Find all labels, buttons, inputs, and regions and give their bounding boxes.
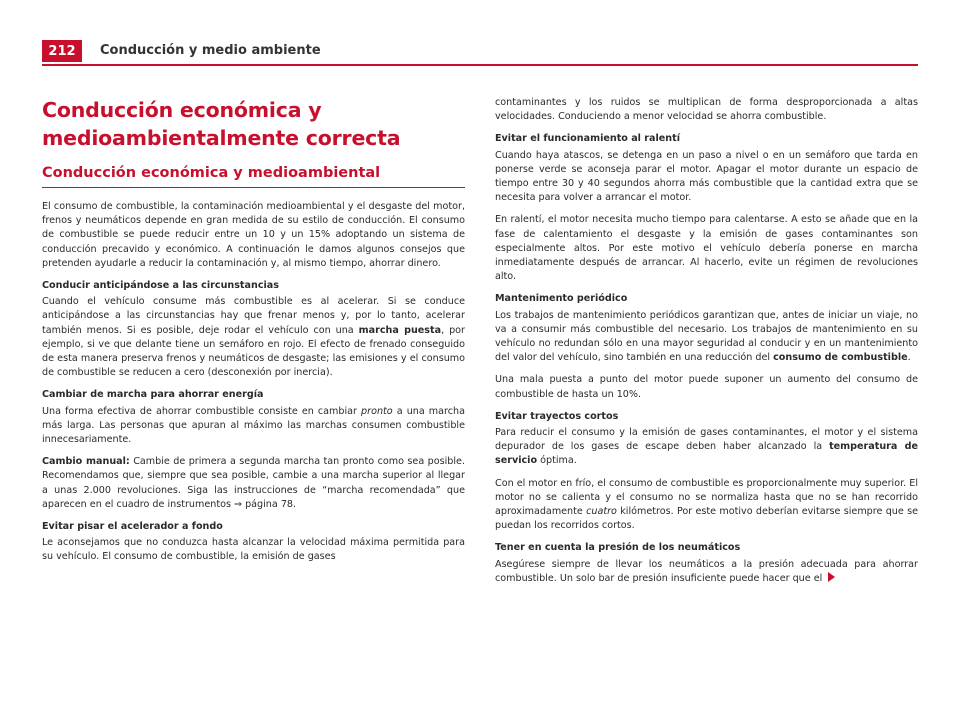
idle-paragraph-2: En ralentí, el motor necesita mucho tiempo para calentarse. A esto se añade que en la fase de calentamiento el desgaste y la emisión de gases contaminantes son especialmente altos. Por este motivo el vehículo debería ponerse en marcha inmediatamente después de arrancar. Al hacerlo, evite un régimen de revoluciones alto.	[495, 214, 918, 283]
anticipate-paragraph: Cuando el vehículo consume más combustible es al acelerar. Si se conduce anticipándose a las circunstancias hay que frenar menos y, por lo tanto, acelerar también menos. Si es posible, deje rodar el vehículo con una marcha puesta, por ejemplo, si ve que delante tiene un semáforo en rojo. El efecto de frenado conseguido de esta manera preserva frenos y neumáticos de desgaste; las emisiones y el consumo de combustible se reducen a cero (desconexión por inercia).	[42, 296, 465, 379]
page-number: 212	[42, 40, 82, 62]
header-title: Conducción y medio ambiente	[100, 43, 321, 58]
main-title-line1: Conducción económica y	[42, 98, 322, 122]
gear-paragraph: Una forma efectiva de ahorrar combustible consiste en cambiar pronto a una marcha más larga. Las personas que apuran al máximo las marchas consumen combustible innecesariamente.	[42, 405, 465, 446]
idle-paragraph-1: Cuando haya atascos, se detenga en un paso a nivel o en un semáforo que tarda en ponerse verde se aconseja parar el motor. Apagar el motor durante un espacio de tiempo entre 30 y 40 segundos ahorra más combustible que la cantidad extra que se necesita para volver a arrancar el motor.	[495, 149, 918, 204]
maintenance-heading: Mantenimento periódico	[495, 293, 628, 305]
header-rule	[42, 64, 918, 66]
left-column	[42, 96, 465, 573]
throttle-paragraph: Le aconsejamos que no conduzca hasta alcanzar la velocidad máxima permitida para su vehículo. El consumo de combustible, la emisión de gases	[42, 537, 465, 563]
main-title	[42, 96, 465, 152]
throttle-heading: Evitar pisar el acelerador a fondo	[42, 521, 223, 533]
gear-heading: Cambiar de marcha para ahorrar energía	[42, 389, 264, 401]
anticipate-heading: Conducir anticipándose a las circunstancias	[42, 280, 279, 292]
idle-heading: Evitar el funcionamiento al ralentí	[495, 133, 681, 145]
continued-paragraph: contaminantes y los ruidos se multiplican de forma desproporcionada a altas velocidades. Conduciendo a menor velocidad se ahorra combustible.	[495, 97, 918, 123]
maintenance-paragraph-1: Los trabajos de mantenimiento periódicos garantizan que, antes de iniciar un viaje, no va a consumir más combustible del necesario. Los trabajos de mantenimiento en su vehículo no redundan sólo en una mayor seguridad al conducir y en un mantenimiento del valor del vehículo, sino también en una reducción del consumo de combustible.	[495, 309, 918, 364]
tyre-paragraph: Asegúrese siempre de llevar los neumáticos a la presión adecuada para ahorrar combustible. Un solo bar de presión insuficiente puede hacer que el	[495, 558, 918, 584]
section-title: Conducción económica y medioambiental	[42, 164, 465, 188]
maintenance-paragraph-2: Una mala puesta a punto del motor puede suponer un aumento del consumo de combustible de hasta un 10%.	[495, 374, 918, 400]
intro-paragraph: El consumo de combustible, la contaminación medioambiental y el desgaste del motor, frenos y neumáticos depende en gran medida de su estilo de conducción. El consumo de combustible se puede reducir entre un 10 y un 15% adoptando un sistema de conducción precavido y económico. A continuación le damos algunos consejos que pretenden ayudarle a reducir la contaminación y, al mismo tiempo, ahorrar dinero.	[42, 201, 465, 269]
continue-arrow-icon	[828, 572, 835, 582]
short-trips-paragraph-2: Con el motor en frío, el consumo de combustible es proporcionalmente muy superior. El motor no se calienta y el consumo no se normaliza hasta que no se han recorrido aproximadamente cuatro kilómetros. Por este motivo deberían evitarse siempre que se puedan los recorridos cortos.	[495, 477, 918, 532]
short-trips-paragraph-1: Para reducir el consumo y la emisión de gases contaminantes, el motor y el sistema depurador de los gases de escape deben haber alcanzado la temperatura de servicio óptima.	[495, 427, 918, 467]
right-column	[495, 96, 918, 594]
manual-paragraph: Cambio manual: Cambie de primera a segunda marcha tan pronto como sea posible. Recomendamos que, siempre que sea posible, cambie a una marcha superior al llegar a unas 2.000 revoluciones. Siga las instrucciones de “marcha recomendada” que aparecen en el cuadro de instrumentos ⇒ página 78.	[42, 456, 465, 510]
tyre-heading: Tener en cuenta la presión de los neumáticos	[495, 542, 741, 554]
main-title-line2: medioambientalmente correcta	[42, 126, 401, 150]
short-trips-heading: Evitar trayectos cortos	[495, 410, 619, 422]
